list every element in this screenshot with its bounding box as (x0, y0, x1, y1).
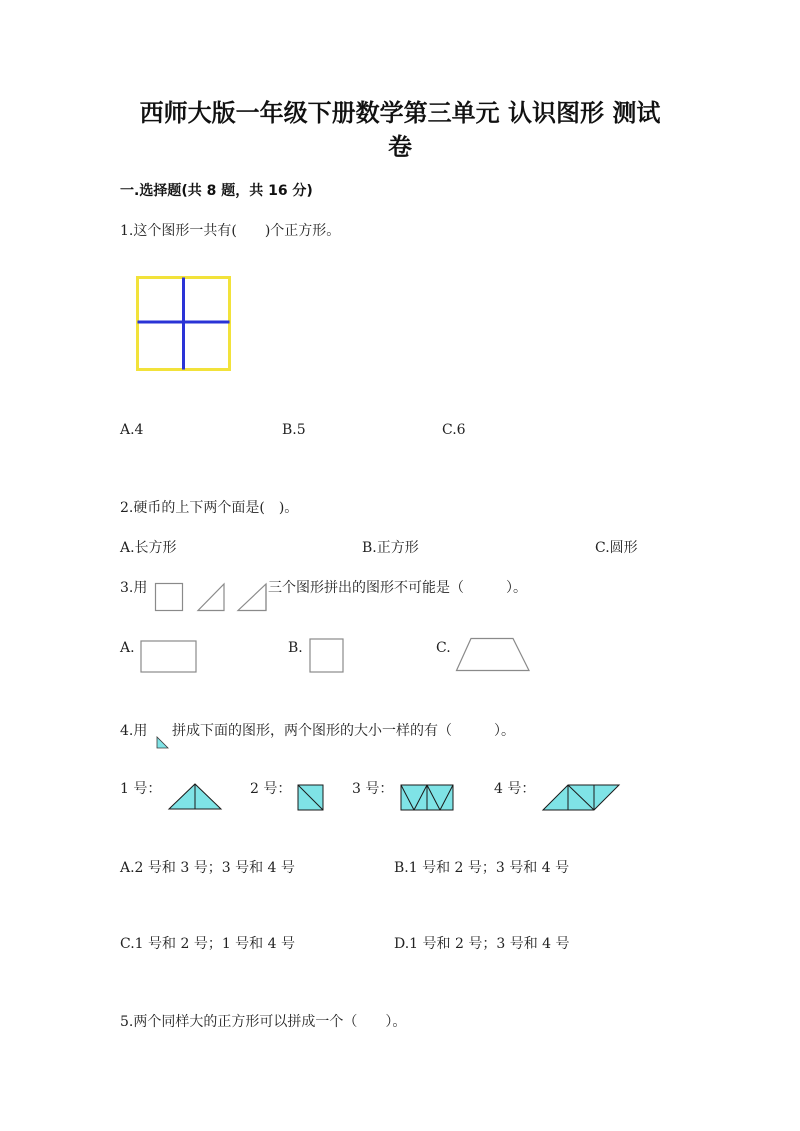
question-3-suffix: 三个图形拼出的图形不可能是（ ）。 (268, 580, 527, 596)
question-4-figure-3-label: 3 号： (352, 781, 394, 797)
question-3-option-a[interactable]: A. (120, 640, 135, 656)
question-4-figure-4 (542, 784, 622, 812)
question-4-figure-4-label: 4 号： (494, 781, 536, 797)
question-4-small-triangle-icon (156, 736, 170, 750)
question-2-option-c[interactable]: C.圆形 (595, 540, 638, 556)
question-3-shape-icons (154, 582, 274, 614)
question-1-option-c[interactable]: C.6 (442, 422, 466, 438)
question-4-figure-1-label: 1 号： (120, 781, 162, 797)
question-4-suffix: 拼成下面的图形，两个图形的大小一样的有（ ）。 (172, 723, 515, 739)
question-1-square-figure (136, 276, 232, 372)
question-4-figure-2 (297, 784, 325, 812)
title-line-1: 西师大版一年级下册数学第三单元 认识图形 测试 (139, 99, 661, 127)
question-4-option-c[interactable]: C.1 号和 2 号；1 号和 4 号 (120, 936, 295, 952)
question-3-option-a-rectangle (140, 640, 198, 674)
question-3-option-c-trapezoid (455, 637, 531, 673)
title-line-2: 卷 (388, 133, 412, 161)
question-1-option-b[interactable]: B.5 (282, 422, 306, 438)
question-4-option-b[interactable]: B.1 号和 2 号；3 号和 4 号 (394, 860, 570, 876)
question-4-figure-2-label: 2 号： (250, 781, 292, 797)
question-4-prefix: 4.用 (120, 723, 148, 739)
section-heading: 一.选择题(共 8 题，共 16 分) (120, 183, 313, 199)
question-3-prefix: 3.用 (120, 580, 148, 596)
question-4-option-d[interactable]: D.1 号和 2 号；3 号和 4 号 (394, 936, 570, 952)
question-3-option-b-square (309, 638, 345, 674)
question-2-text: 2.硬币的上下两个面是( )。 (120, 500, 299, 516)
page-title (100, 96, 700, 164)
question-4-option-a[interactable]: A.2 号和 3 号；3 号和 4 号 (120, 860, 295, 876)
question-1-option-a[interactable]: A.4 (120, 422, 144, 438)
question-2-option-a[interactable]: A.长方形 (120, 540, 177, 556)
question-3-option-b[interactable]: B. (288, 640, 303, 656)
question-3-option-c[interactable]: C. (436, 640, 451, 656)
question-4-figure-3 (400, 784, 455, 812)
question-2-option-b[interactable]: B.正方形 (362, 540, 419, 556)
question-5-text: 5.两个同样大的正方形可以拼成一个（ ）。 (120, 1014, 407, 1030)
question-1-text: 1.这个图形一共有( )个正方形。 (120, 223, 341, 239)
question-4-figure-1 (168, 783, 224, 811)
